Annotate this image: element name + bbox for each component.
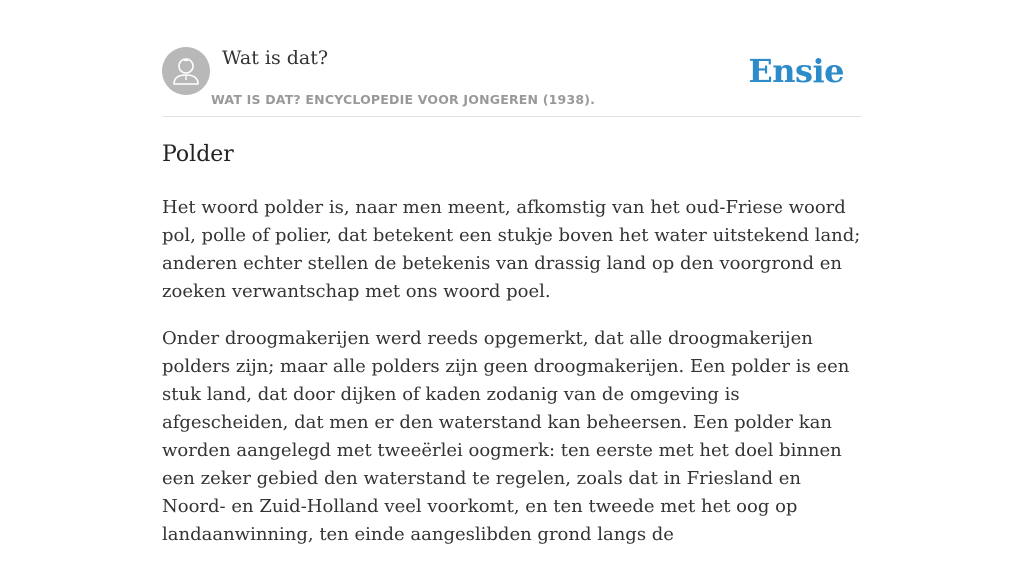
article-paragraph: Het woord polder is, naar men meent, afkomstig van het oud-Friese woord pol, polle of polier, dat betekent een stukje boven het water uitstekend land; anderen echter stellen de betekenis van drassig land op den voorgrond en zoeken verwantschap met ons woord poel. <box>162 197 861 302</box>
source-header <box>162 46 862 117</box>
article <box>162 140 862 568</box>
user-icon <box>162 47 210 95</box>
article-paragraph: Onder droogmakerijen werd reeds opgemerkt, dat alle droogmakerijen polders zijn; maar alle polders zijn geen droogmakerijen. Een polder is een stuk land, dat door dijken of kaden zodanig van de omgeving is afgescheiden, dat men er den waterstand kan beheersen. Een polder kan worden aangelegd met tweeërlei oogmerk: ten eerste met het doel binnen een zeker gebied den waterstand te regelen, zoals dat in Friesland en Noord- en Zuid-Holland veel voorkomt, en ten tweede met het oog op landaanwinning, ten einde aangeslibden grond langs de <box>162 328 850 545</box>
source-subtitle[interactable]: WAT IS DAT? ENCYCLOPEDIE VOOR JONGEREN (1938). <box>211 92 596 107</box>
source-title[interactable]: Wat is dat? <box>222 47 329 69</box>
brand-logo[interactable]: Ensie <box>748 52 844 90</box>
article-title: Polder <box>162 142 234 167</box>
avatar[interactable] <box>162 47 210 95</box>
